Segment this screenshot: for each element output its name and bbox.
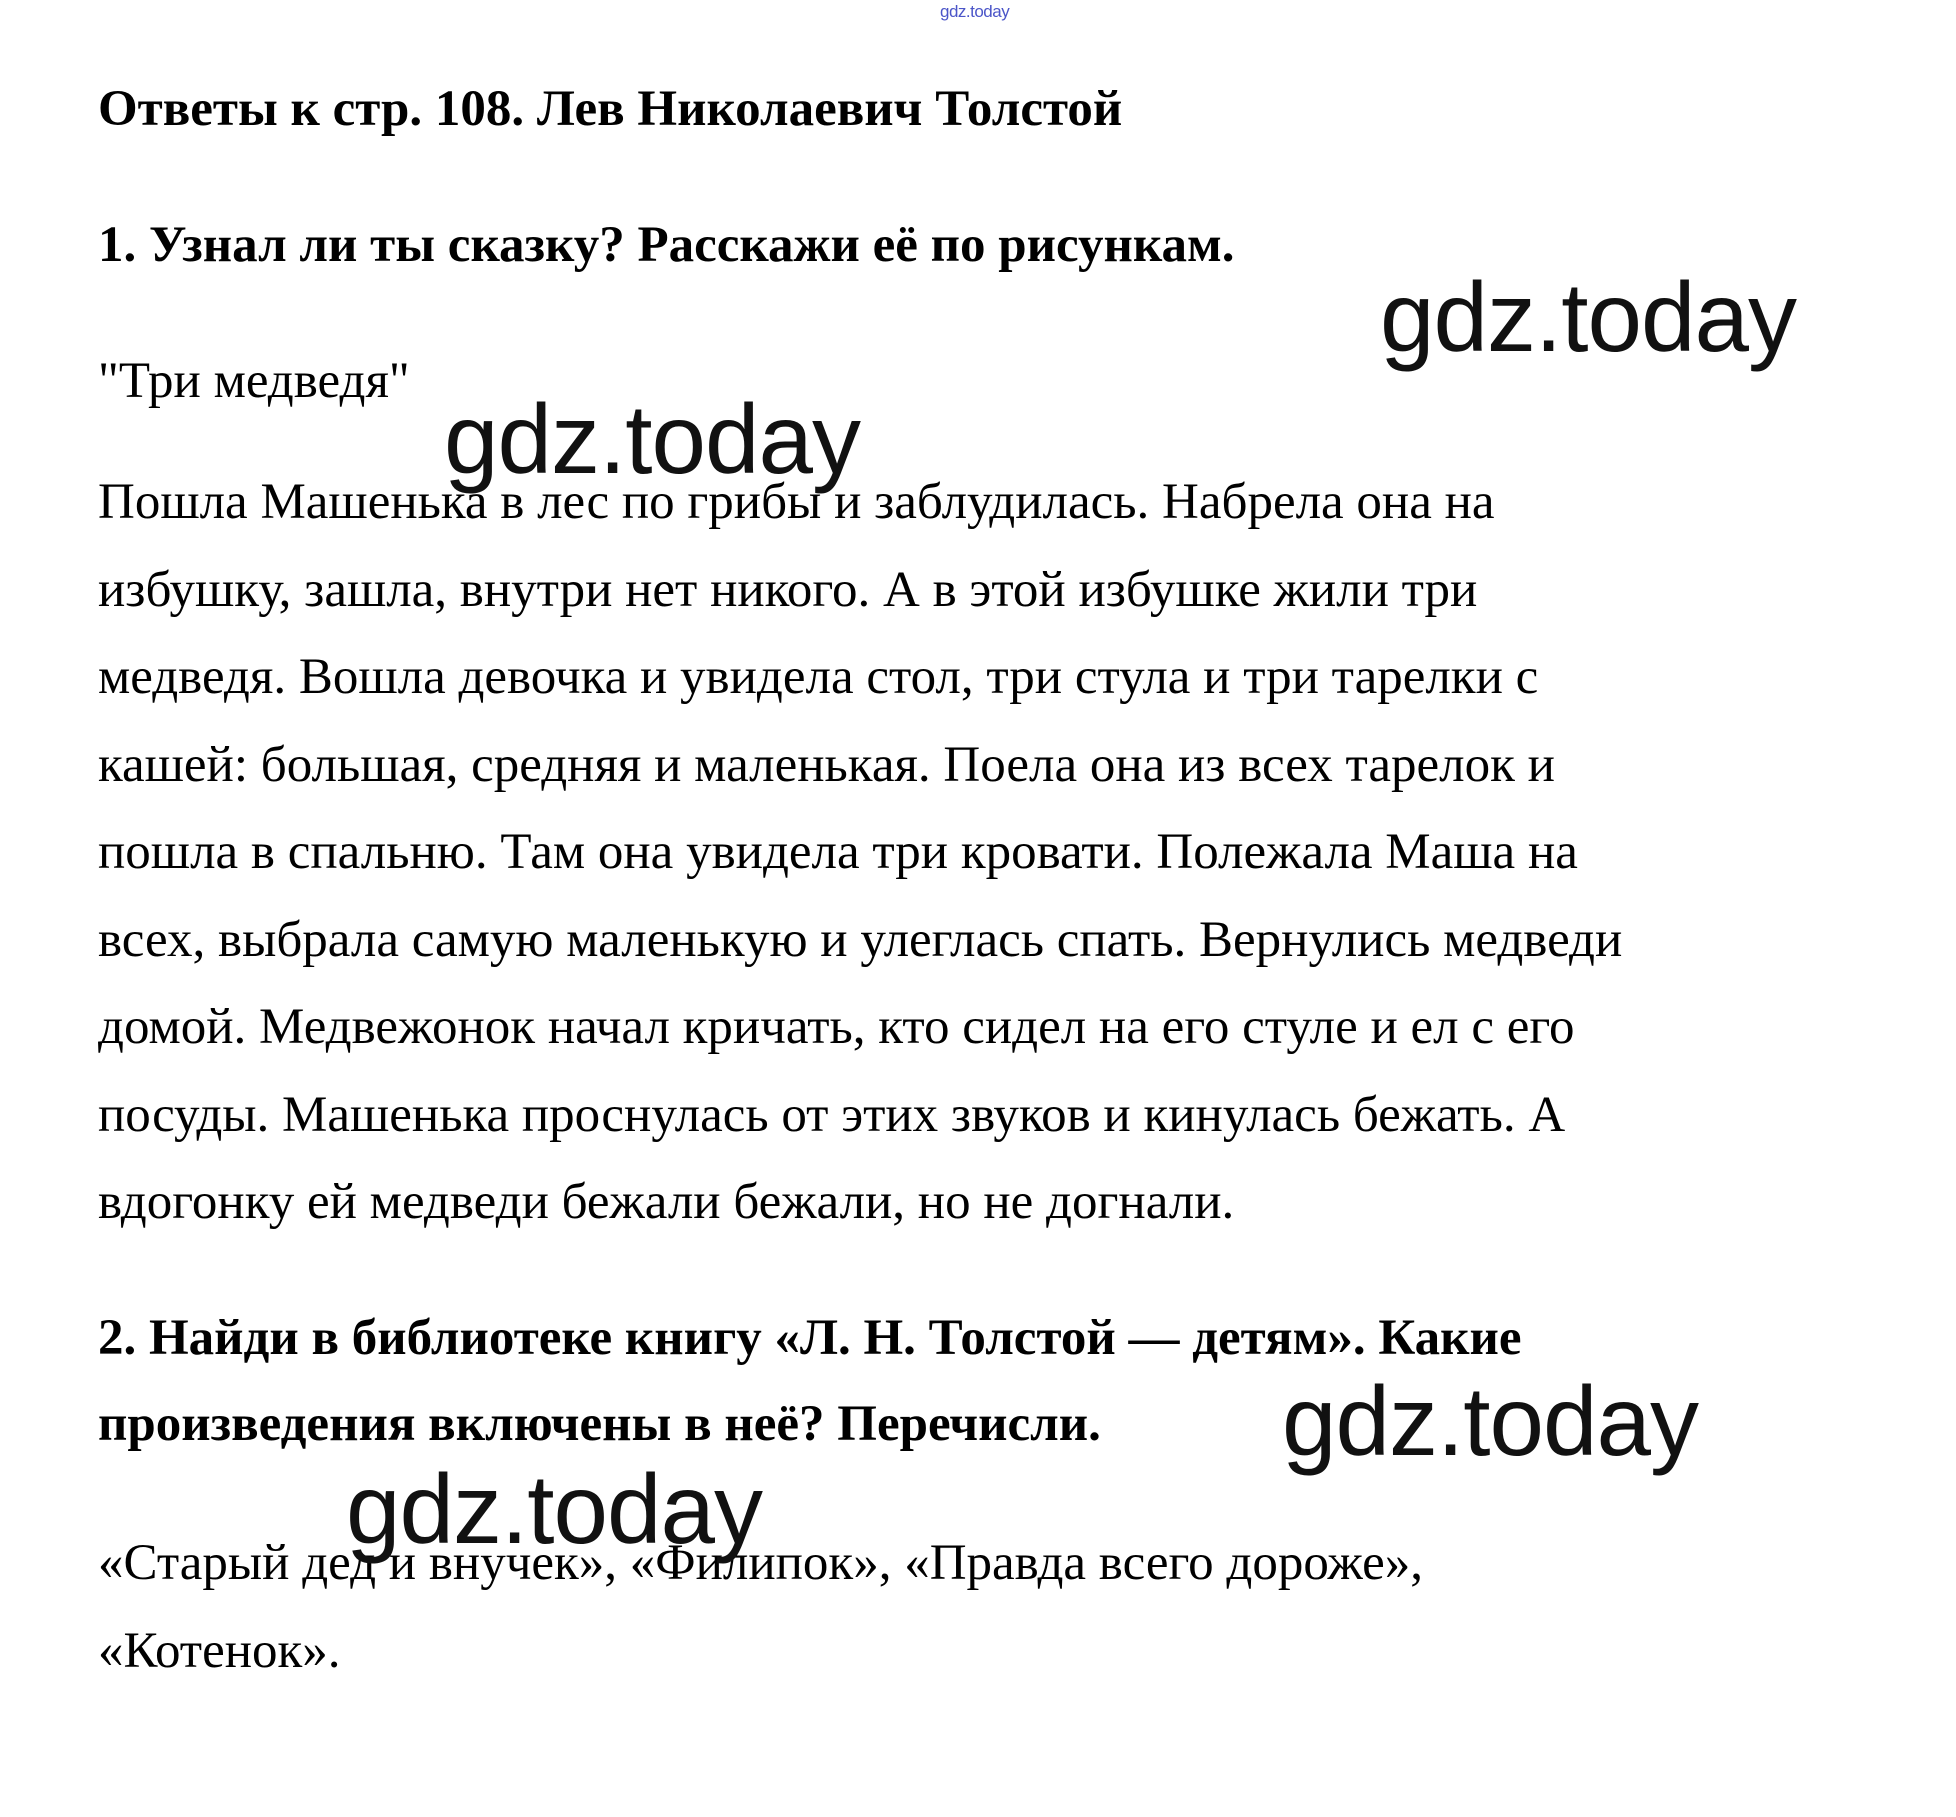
task1-answer <box>98 459 1622 1247</box>
watermark: gdz.today <box>444 384 860 494</box>
question-line: 2. Найди в библиотеке книгу «Л. Н. Толстой — детям». Какие <box>98 1310 1522 1366</box>
answer-line: медведя. Вошла девочка и увидела стол, три стула и три тарелки с <box>98 649 1539 705</box>
top-watermark: gdz.today <box>940 2 1010 21</box>
answer-line: посуды. Машенька проснулась от этих звуков и кинулась бежать. А <box>98 1086 1566 1143</box>
answer-line: пошла в спальню. Там она увидела три кровати. Полежала Маша на <box>98 824 1578 880</box>
answer-line: избушку, зашла, внутри нет никого. А в этой избушке жили три <box>98 561 1478 618</box>
watermark: gdz.today <box>346 1454 762 1564</box>
answer-line: вдогонку ей медведи бежали бежали, но не догнали. <box>98 1174 1235 1230</box>
answer-line: домой. Медвежонок начал кричать, кто сидел на его стуле и ел с его <box>98 999 1575 1055</box>
task1-question: 1. Узнал ли ты сказку? Расскажи её по рисункам. <box>98 217 1235 273</box>
answer-line: «Котенок». <box>98 1622 341 1679</box>
story-title: "Три медведя" <box>98 353 410 409</box>
answer-line: «Старый дед и внучек», «Филипок», «Правда всего дороже», <box>98 1535 1424 1591</box>
answer-line: всех, выбрала самую маленькую и улеглась спать. Вернулись медведи <box>98 911 1623 968</box>
answer-line: кашей: большая, средняя и маленькая. Поела она из всех тарелок и <box>98 736 1555 793</box>
question-line: произведения включены в неё? Перечисли. <box>98 1396 1101 1452</box>
watermark: gdz.today <box>1380 262 1796 372</box>
watermark: gdz.today <box>1282 1366 1698 1476</box>
page-title: Ответы к стр. 108. Лев Николаевич Толстой <box>98 81 1123 137</box>
answer-line: Пошла Машенька в лес по грибы и заблудилась. Набрела она на <box>98 474 1495 530</box>
